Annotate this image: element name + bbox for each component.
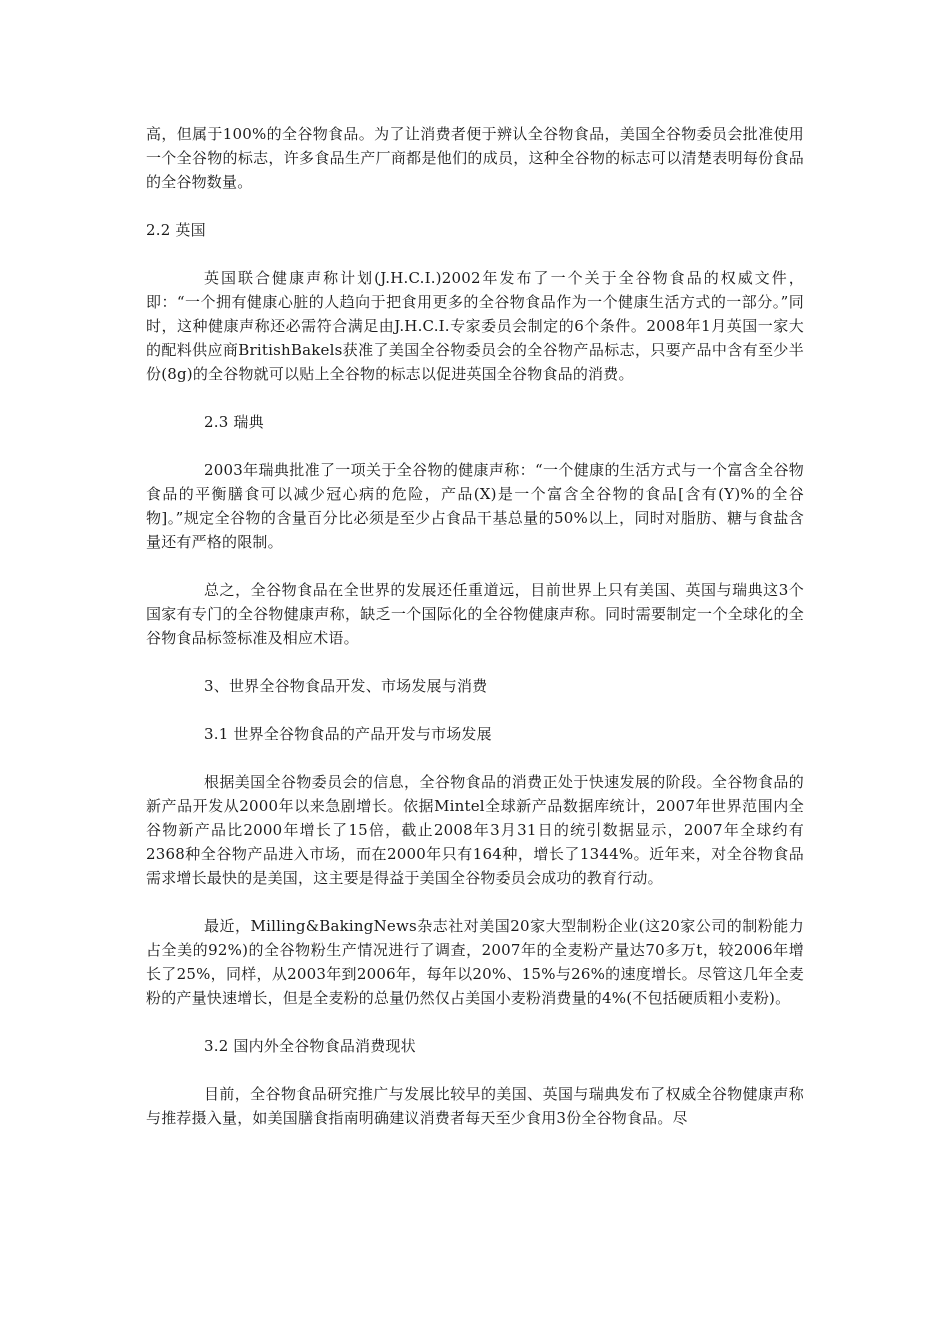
paragraph-product-growth: 根据美国全谷物委员会的信息，全谷物食品的消费正处于快速发展的阶段。全谷物食品的新产品开发从2000年以来急剧增长。依据Mintel全球新产品数据库统计，2007年世界范围内全谷物新产品比2000年增长了15倍，截止2008年3月31日的统引数据显示，2007年全球约有2368种全谷物产品进入市场，而在2000年只有164种，增长了1344%。近年来，对全谷物食品需求增长最快的是美国，这主要是得益于美国全谷物委员会成功的教育行动。 [146, 773, 804, 887]
section-heading-product-development: 3.1 世界全谷物食品的产品开发与市场发展 [204, 725, 492, 743]
document-page [146, 122, 804, 1144]
paragraph-whole-grain-logo: 高，但属于100%的全谷物食品。为了让消费者便于辨认全谷物食品，美国全谷物委员会批准使用一个全谷物的标志，许多食品生产厂商都是他们的成员，这种全谷物的标志可以清楚表明每份食品的全谷物数量。 [146, 125, 804, 191]
section-heading-sweden: 2.3 瑞典 [204, 413, 264, 431]
paragraph-sweden-health-claim: 2003年瑞典批准了一项关于全谷物的健康声称：“一个健康的生活方式与一个富含全谷物食品的平衡膳食可以减少冠心病的危险，产品(X)是一个富含全谷物的食品[含有(Y)%的全谷物]。”规定全谷物的含量百分比必须是至少占食品干基总量的50%以上，同时对脂肪、糖与食盐含量还有严格的限制。 [146, 461, 804, 551]
section-heading-consumption: 3.2 国内外全谷物食品消费现状 [204, 1037, 416, 1055]
section-heading-uk: 2.2 英国 [146, 221, 206, 239]
paragraph-flour-survey: 最近，Milling&BakingNews杂志社对美国20家大型制粉企业(这20家公司的制粉能力占全美的92%)的全谷物粉生产情况进行了调查，2007年的全麦粉产量达70多万t，较2006年增长了25%，同样，从2003年到2006年，每年以20%、15%与26%的速度增长。尽管这几年全麦粉的产量快速增长，但是全麦粉的总量仍然仅占美国小麦粉消费量的4%(不包括硬质粗小麦粉)。 [146, 917, 804, 1007]
paragraph-uk-health-claim: 英国联合健康声称计划(J.H.C.I.)2002年发布了一个关于全谷物食品的权威文件，即：“一个拥有健康心脏的人趋向于把食用更多的全谷物食品作为一个健康生活方式的一部分。”同时，这种健康声称还必需符合满足由J.H.C.I.专家委员会制定的6个条件。2008年1月英国一家大的配料供应商BritishBakels获准了美国全谷物委员会的全谷物产品标志，只要产品中含有至少半份(8g)的全谷物就可以贴上全谷物的标志以促进英国全谷物食品的消费。 [146, 269, 804, 383]
paragraph-consumption-status: 目前，全谷物食品研究推广与发展比较早的美国、英国与瑞典发布了权威全谷物健康声称与推荐摄入量，如美国膳食指南明确建议消费者每天至少食用3份全谷物食品。尽 [146, 1085, 804, 1127]
section-heading-market: 3、世界全谷物食品开发、市场发展与消费 [204, 677, 488, 695]
paragraph-summary: 总之，全谷物食品在全世界的发展还任重道远，目前世界上只有美国、英国与瑞典这3个国家有专门的全谷物健康声称，缺乏一个国际化的全谷物健康声称。同时需要制定一个全球化的全谷物食品标签标准及相应术语。 [146, 581, 804, 647]
